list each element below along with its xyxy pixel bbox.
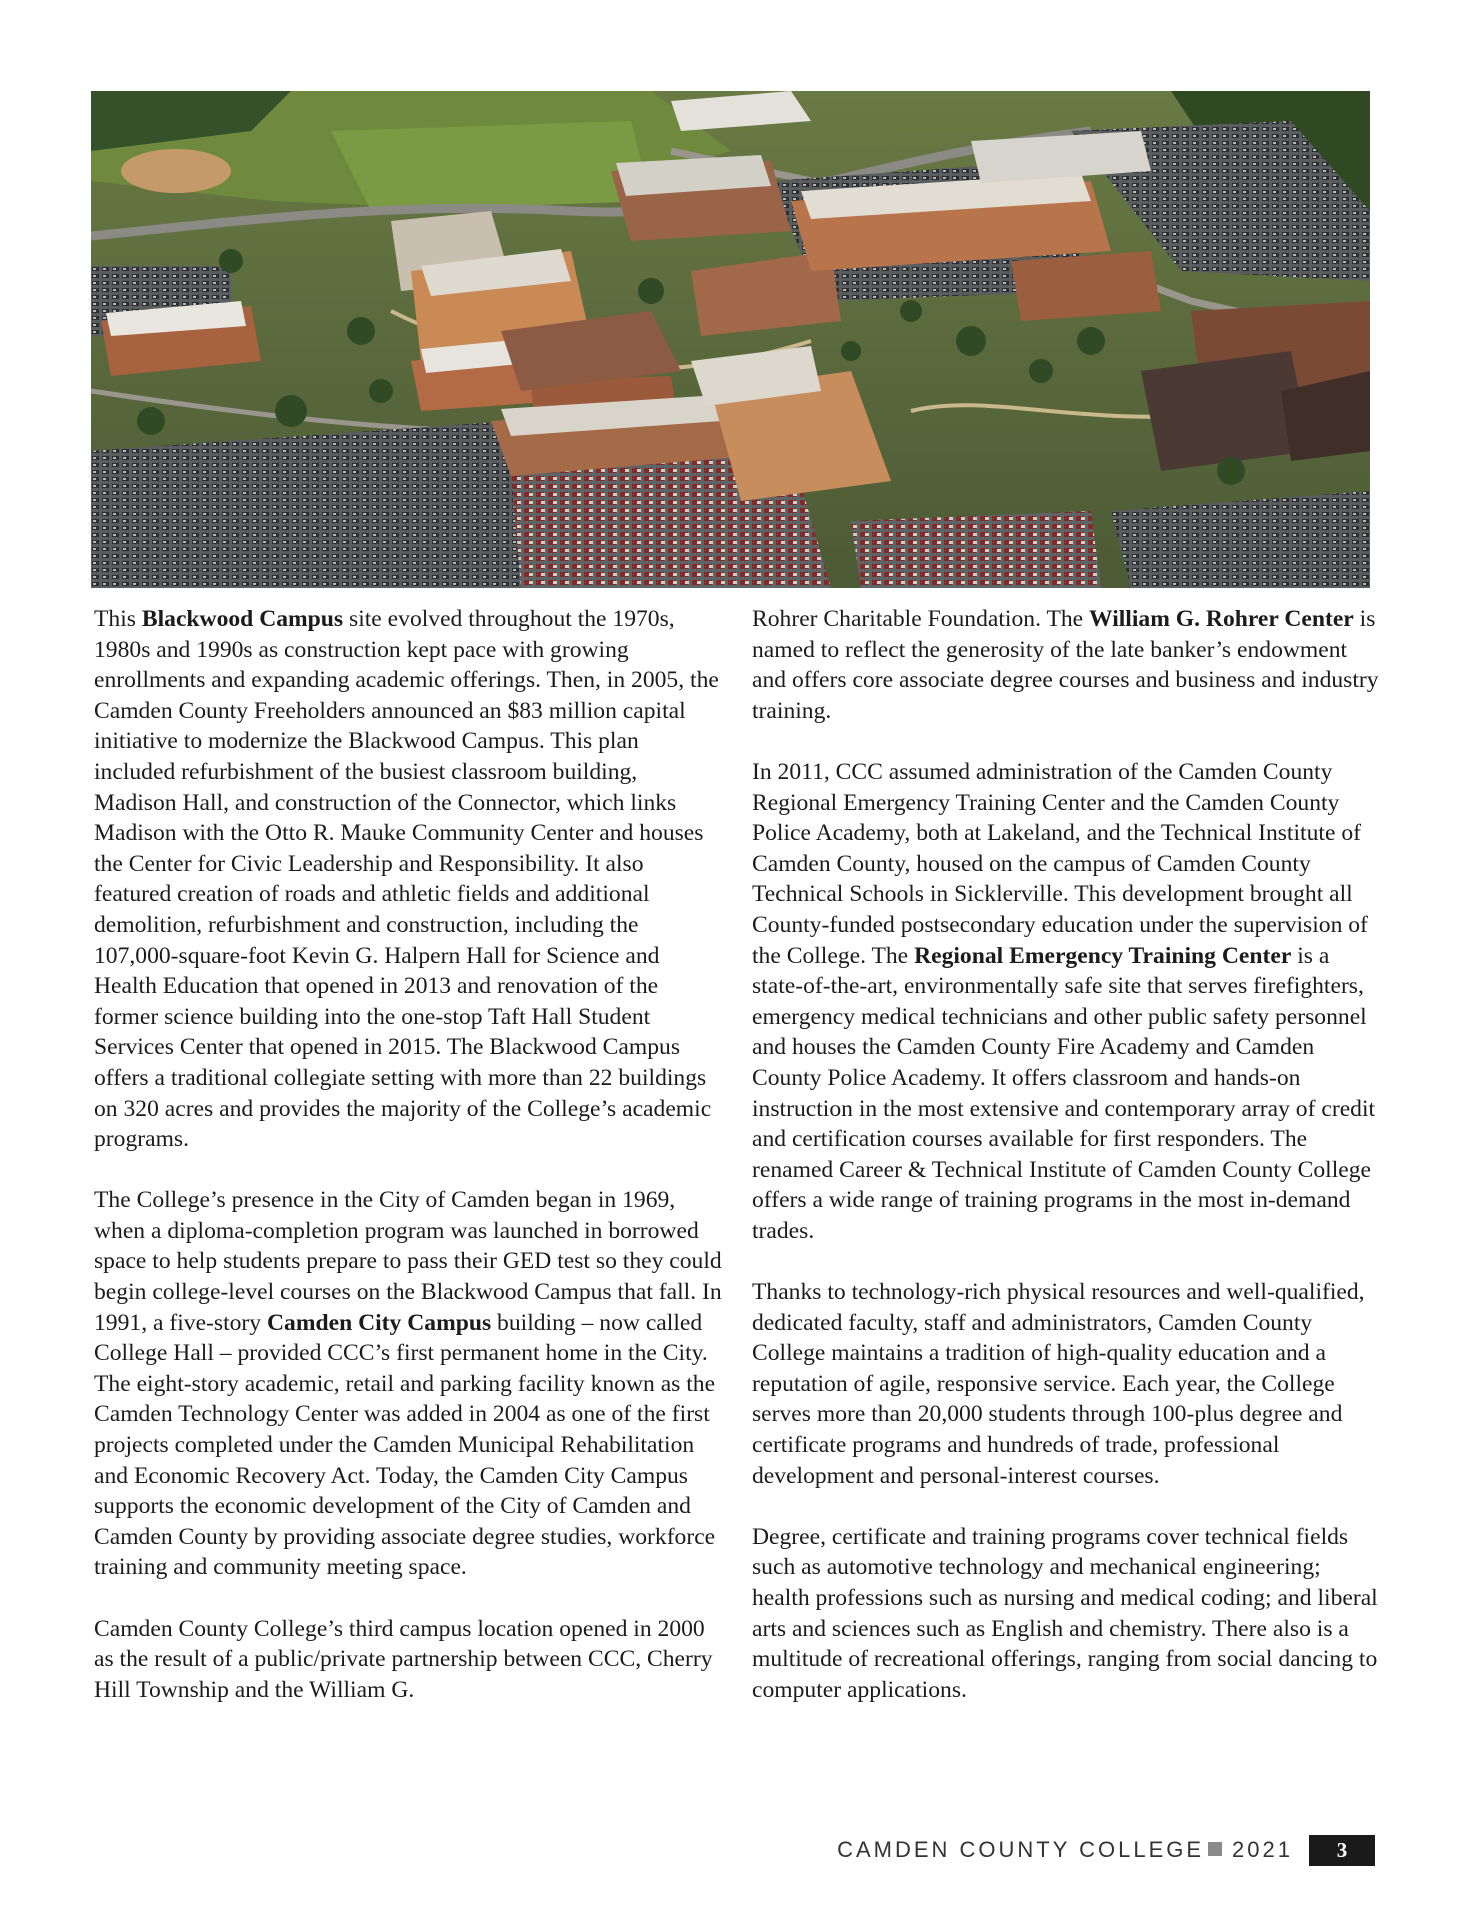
rohrer-center-heading: William G. Rohrer Center xyxy=(1089,606,1354,632)
technology-resources-paragraph: Thanks to technology-rich physical resources and well-qualified, dedicated faculty, staff and administrators, Camden County College maintains a tradition of high-quality education and a reputation of agile, responsive service. Each year, the College serves more than 20,000 students through 100-plus degree and certificate programs and hundreds of trade, professional development and personal-interest courses. xyxy=(752,1279,1365,1489)
camden-city-campus-heading: Camden City Campus xyxy=(266,1309,492,1336)
footer-year: 2021 xyxy=(1232,1837,1293,1862)
campus-aerial-illustration xyxy=(91,91,1370,588)
camden-city-campus-paragraph: The College’s presence in the City of Camden began in 1969, when a diploma-completion program was launched in borrowed space to help students prepare to pass their GED test so they could begin college-level courses on the Blackwood Campus that fall. In 1991, a five-story Camden City Campus building – now called College Hall – provided CCC’s first permanent home in the City. The eight-story academic, retail and parking facility known as the Camden Technology Center was added in 2004 as one of the first projects completed under the Camden Municipal Rehabilitation and Economic Recovery Act. Today, the Camden City Campus supports the economic development of the City of Camden and Camden County by providing associate degree studies, workforce training and community meeting space. xyxy=(94,1187,722,1581)
aerial-campus-photo xyxy=(91,91,1370,588)
third-campus-paragraph: Camden County College’s third campus location opened in 2000 as the result of a public/private partnership between CCC, Cherry Hill Township and the William G. xyxy=(94,1615,713,1703)
page-number: 3 xyxy=(1309,1835,1375,1866)
page-footer xyxy=(820,1835,1375,1869)
emergency-training-heading: Regional Emergency Training Center xyxy=(914,942,1292,969)
left-text-column xyxy=(94,604,724,1705)
rohrer-center-paragraph: Rohrer Charitable Foundation. The William G. Rohrer Center is named to reflect the generosity of the late banker’s endowment and offers core associate degree courses and business and industry training. xyxy=(752,606,1379,724)
blackwood-campus-paragraph: This Blackwood Campus site evolved throughout the 1970s, 1980s and 1990s as construction kept pace with growing enrollments and expanding academic offerings. Then, in 2005, the Camden County Freeholders announced an $83 million capital initiative to modernize the Blackwood Campus. This plan included refurbishment of the busiest classroom building, Madison Hall, and construction of the Connector, which links Madison with the Otto R. Mauke Community Center and houses the Center for Civic Leadership and Responsibility. It also featured creation of roads and athletic fields and additional demolition, refurbishment and construction, including the 107,000-square-foot Kevin G. Halpern Hall for Science and Health Education that opened in 2013 and renovation of the former science building into the one-stop Taft Hall Student Services Center that opened in 2015. The Blackwood Campus offers a traditional collegiate setting with more than 22 buildings on 320 acres and provides the majority of the College’s academic programs. xyxy=(94,606,719,1153)
footer-college-name: CAMDEN COUNTY COLLEGE xyxy=(837,1837,1205,1862)
programs-paragraph: Degree, certificate and training programs cover technical fields such as automotive technology and mechanical engineering; health professions such as nursing and medical coding; and liberal arts and sciences such as English and chemistry. There also is a multitude of recreational offerings, ranging from social dancing to computer applications. xyxy=(752,1523,1378,1703)
right-text-column xyxy=(752,604,1382,1705)
blackwood-campus-heading: Blackwood Campus xyxy=(141,606,344,632)
emergency-training-paragraph: In 2011, CCC assumed administration of the Camden County Regional Emergency Training Center and the Camden County Police Academy, both at Lakeland, and the Technical Institute of Camden County, housed on the campus of Camden County Technical Schools in Sicklerville. This development brought all County-funded postsecondary education under the supervision of the College. The Regional Emergency Training Center is a state-of-the-art, environmentally safe site that serves firefighters, emergency medical technicians and other public safety personnel and houses the Camden County Fire Academy and Camden County Police Academy. It offers classroom and hands-on instruction in the most extensive and contemporary array of credit and certification courses available for first responders. The renamed Career & Technical Institute of Camden County College offers a wide range of training programs in the most in-demand trades. xyxy=(752,758,1376,1244)
footer-label xyxy=(837,1837,1293,1863)
square-bullet-icon xyxy=(1208,1842,1222,1856)
